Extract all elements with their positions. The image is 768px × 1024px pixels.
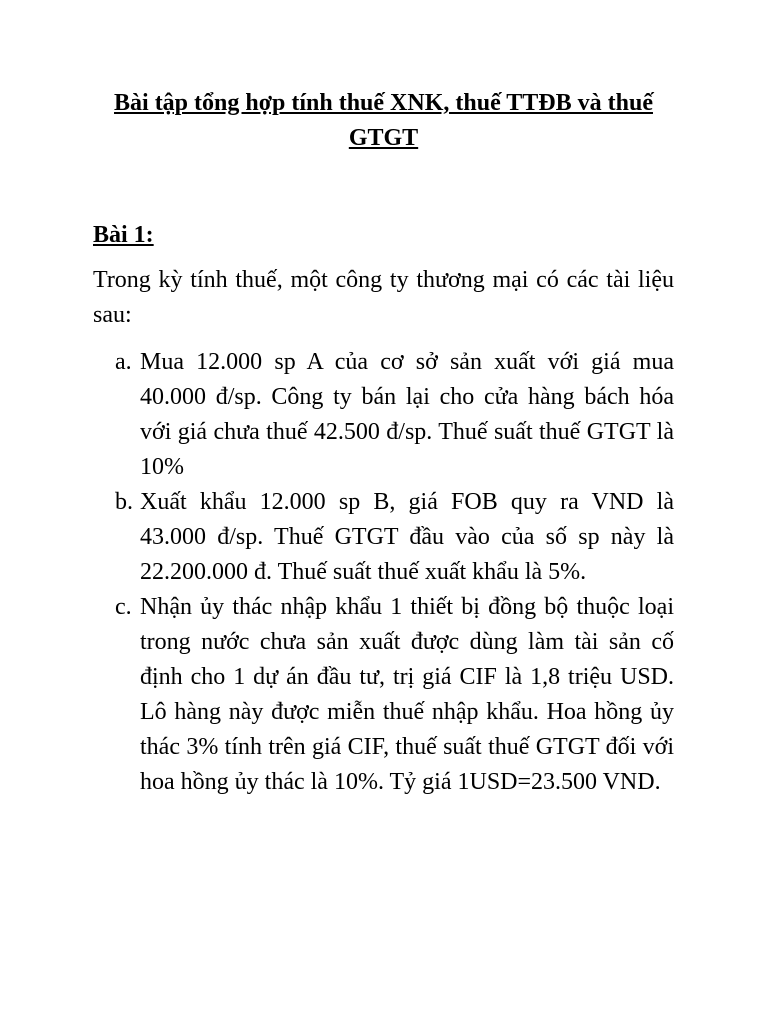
list-item-text: Xuất khẩu 12.000 sp B, giá FOB quy ra VND là 43.000 đ/sp. Thuế GTGT đầu vào của số sp này là 22.200.000 đ. Thuế suất thuế xuất khẩu là 5%.: [140, 489, 674, 585]
list-marker: b.: [115, 489, 133, 515]
list-item-text: Nhận ủy thác nhập khẩu 1 thiết bị đồng bộ thuộc loại trong nước chưa sản xuất được dùng làm tài sản cố định cho 1 dự án đầu tư, trị giá CIF là 1,8 triệu USD. Lô hàng này được miễn thuế nhập khẩu. Hoa hồng ủy thác 3% tính trên giá CIF, thuế suất thuế GTGT đối với hoa hồng ủy thác là 10%. Tỷ giá 1USD=23.500 VND.: [140, 594, 674, 795]
section-heading: Bài 1:: [93, 222, 154, 248]
list-item-text: Mua 12.000 sp A của cơ sở sản xuất với giá mua 40.000 đ/sp. Công ty bán lại cho cửa hàng bách hóa với giá chưa thuế 42.500 đ/sp. Thuế suất thuế GTGT là 10%: [140, 349, 674, 480]
list-item-c: [93, 590, 674, 800]
document-title: Bài tập tổng hợp tính thuế XNK, thuế TTĐB và thuế GTGT: [114, 90, 653, 151]
document-page: [93, 86, 674, 800]
list-marker: c.: [115, 594, 132, 620]
list-item-b: [93, 485, 674, 590]
exercise-list: [93, 345, 674, 800]
list-item-a: [93, 345, 674, 485]
intro-paragraph: Trong kỳ tính thuế, một công ty thương mại có các tài liệu sau:: [93, 267, 674, 328]
list-marker: a.: [115, 349, 132, 375]
